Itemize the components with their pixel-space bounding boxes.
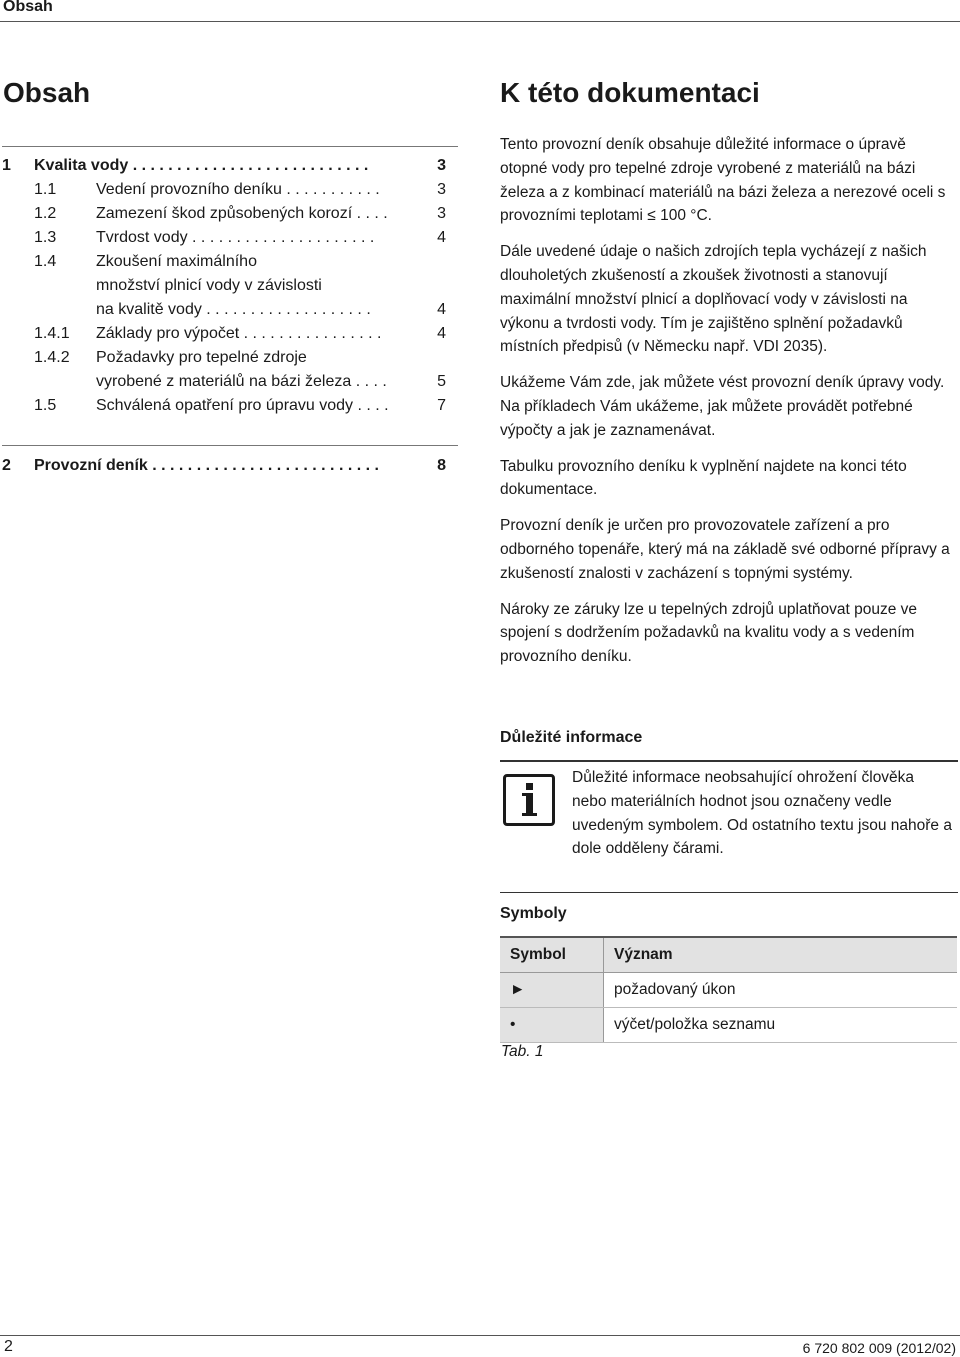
paragraph: Provozní deník je určen pro provozovatele zařízení a pro odborného topenáře, který má na základě své odborné přípravy a zkušeností znalosti v zacházení s topnými systémy. bbox=[500, 517, 950, 582]
paragraph: Tento provozní deník obsahuje důležité informace o úpravě otopné vody pro tepelné zdroje vyrobené z materiálů na bázi železa a z kombinací materiálů na bázi železa a nerezové oceli s provozními teplotami ≤ 100 °C. bbox=[500, 136, 946, 225]
footer-rule bbox=[0, 1335, 960, 1336]
toc-entry-1-1[interactable]: 1.1 Vedení provozního deníku . . . . . . . . . . . 3 bbox=[34, 181, 446, 198]
toc-entry-1-5[interactable]: 1.5 Schválená opatření pro úpravu vody . . . . 7 bbox=[34, 397, 446, 414]
toc-entry-1-3[interactable]: 1.3 Tvrdost vody . . . . . . . . . . . . . . . . . . . . . 4 bbox=[34, 229, 446, 246]
toc-rule-mid bbox=[2, 445, 458, 446]
table-header-row bbox=[500, 937, 957, 973]
paragraph: Dále uvedené údaje o našich zdrojích tepla vycházejí z našich dlouholetých zkušeností a zkoušek životnosti a stanovují maximální množství plnicí a doplňovací vody v závislosti na výkonu a tvrdosti vody. Tím je zajištěno splnění požadavků místních předpisů (v Německu např. VDI 2035). bbox=[500, 243, 927, 356]
table-cell: výčet/položka seznamu bbox=[604, 1008, 958, 1043]
col-meaning-header: Význam bbox=[604, 937, 958, 973]
toc-entry-1-4[interactable]: 1.4 Zkoušení maximálního bbox=[34, 253, 257, 270]
header-rule bbox=[0, 21, 960, 22]
running-header: Obsah bbox=[3, 0, 53, 15]
arrow-icon: ► bbox=[500, 973, 604, 1008]
important-text: Důležité informace neobsahující ohrožení člověka nebo materiálních hodnot jsou označeny vedle uvedeným symbolem. Od ostatního textu jsou nahoře a dole odděleny čárami. bbox=[572, 769, 952, 858]
toc-rule-top bbox=[2, 146, 458, 147]
toc-entry-1-4-2[interactable]: 1.4.2 Požadavky pro tepelné zdroje bbox=[34, 349, 307, 366]
toc-entry-1[interactable]: 1 Kvalita vody . . . . . . . . . . . . . . . . . . . . . . . . . . . 3 bbox=[2, 157, 446, 174]
table-caption: Tab. 1 bbox=[501, 1043, 544, 1060]
important-heading: Důležité informace bbox=[500, 729, 643, 746]
table-cell: požadovaný úkon bbox=[604, 973, 958, 1008]
symbols-heading: Symboly bbox=[500, 905, 567, 922]
toc-entry-1-4-2-cont[interactable]: vyrobené z materiálů na bázi železa . . . . 5 bbox=[96, 373, 446, 390]
table-row bbox=[500, 973, 957, 1008]
info-icon bbox=[503, 774, 555, 826]
info-rule-bottom bbox=[500, 892, 958, 893]
toc-heading: Obsah bbox=[3, 77, 91, 108]
paragraph: Ukážeme Vám zde, jak můžete vést provozní deník úpravy vody. Na příkladech Vám ukážeme, jak můžete provádět potřebné výpočty a jak je zaznamenávat. bbox=[500, 374, 945, 439]
symbols-table bbox=[500, 936, 957, 1043]
info-rule-top bbox=[500, 760, 958, 762]
toc-entry-1-2[interactable]: 1.2 Zamezení škod způsobených korozí . . . . 3 bbox=[34, 205, 446, 222]
toc-entry-1-4-cont2[interactable]: na kvalitě vody . . . . . . . . . . . . . . . . . . . 4 bbox=[96, 301, 446, 318]
table-row bbox=[500, 1008, 957, 1043]
paragraph: Nároky ze záruky lze u tepelných zdrojů uplatňovat pouze ve spojení s dodržením požadavků na kvalitu vody a s vedením provozního deníku. bbox=[500, 600, 918, 666]
paragraph: Tabulku provozního deníku k vyplnění najdete na konci této dokumentace. bbox=[500, 457, 907, 499]
col-symbol-header: Symbol bbox=[500, 937, 604, 973]
page-number: 2 bbox=[4, 1338, 13, 1355]
toc-entry-2[interactable]: 2 Provozní deník . . . . . . . . . . . . . . . . . . . . . . . . . . 8 bbox=[2, 457, 446, 474]
document-code: 6 720 802 009 (2012/02) bbox=[802, 1340, 956, 1356]
toc-entry-1-4-cont: množství plnicí vody v závislosti bbox=[96, 277, 322, 294]
bullet-icon: • bbox=[500, 1008, 604, 1043]
toc-entry-1-4-1[interactable]: 1.4.1 Základy pro výpočet . . . . . . . . . . . . . . . . 4 bbox=[34, 325, 446, 342]
toc-list bbox=[2, 154, 446, 418]
intro-section bbox=[500, 133, 955, 669]
doc-heading: K této dokumentaci bbox=[500, 77, 760, 108]
